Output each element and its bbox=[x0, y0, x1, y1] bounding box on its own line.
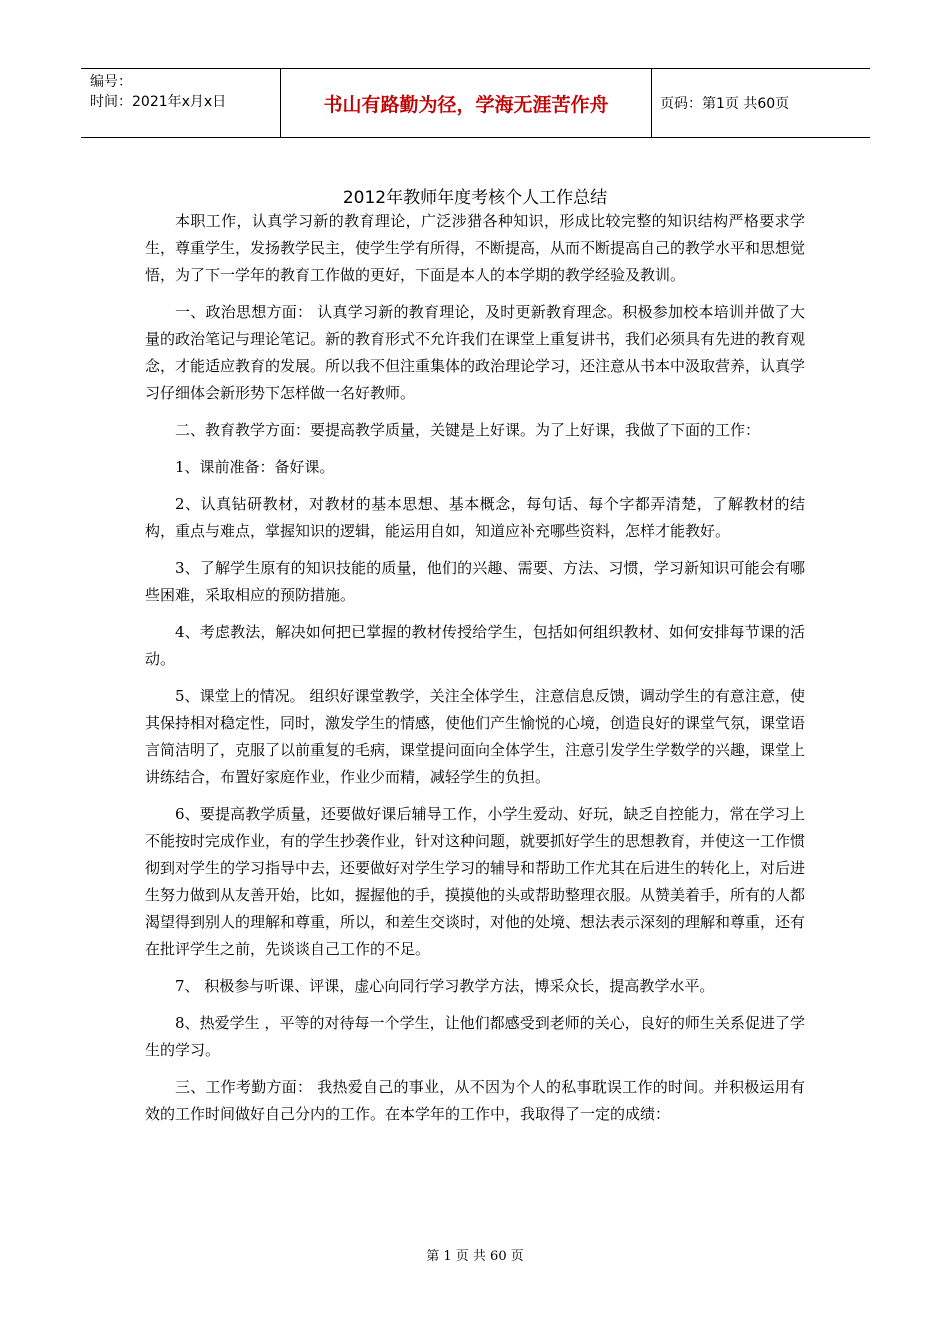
paragraph: 一、政治思想方面： 认真学习新的教育理论，及时更新教育理念。积极参加校本培训并做了大量的政治笔记与理论笔记。新的教育形式不允许我们在课堂上重复讲书，我们必须具有先进的教育观念，才能适应教育的发展。所以我不但注重集体的政治理论学习，还注意从书本中汲取营养，认真学习仔细体会新形势下怎样做一名好教师。 bbox=[145, 303, 806, 402]
number-label: 编号： bbox=[90, 74, 132, 90]
paragraph: 6、要提高教学质量，还要做好课后辅导工作，小学生爱动、好玩，缺乏自控能力，常在学习上不能按时完成作业，有的学生抄袭作业，针对这种问题，就要抓好学生的思想教育，并使这一工作惯彻到对学生的学习指导中去，还要做好对学生学习的辅导和帮助工作尤其在后进生的转化上，对后进生努力做到从友善开始，比如，握握他的手，摸摸他的头或帮助整理衣服。从赞美着手，所有的人都渴望得到别人的理解和尊重，所以，和差生交谈时，对他的处境、想法表示深刻的理解和尊重，还有在批评学生之前，先谈谈自己工作的不足。 bbox=[145, 805, 806, 958]
document-title: 2012年教师年度考核个人工作总结 bbox=[342, 188, 608, 208]
paragraph: 7、 积极参与听课、评课，虚心向同行学习教学方法，博采众长，提高教学水平。 bbox=[175, 977, 715, 995]
date-line: 时间：2021年x月x日 bbox=[90, 94, 227, 110]
header-motto: 书山有路勤为径，学海无涯苦作舟 bbox=[280, 69, 652, 137]
paragraph: 2、认真钻研教材，对教材的基本思想、基本概念，每句话、每个字都弄清楚，了解教材的结构，重点与难点，掌握知识的逻辑，能运用自如，知道应补充哪些资料，怎样才能教好。 bbox=[145, 495, 805, 540]
paragraph: 二、教育教学方面：要提高教学质量，关键是上好课。为了上好课，我做了下面的工作： bbox=[175, 421, 761, 439]
header-meta bbox=[81, 69, 280, 137]
paragraph: 3、了解学生原有的知识技能的质量，他们的兴趣、需要、方法、习惯，学习新知识可能会有哪些困难，采取相应的预防措施。 bbox=[145, 559, 805, 604]
paragraph: 4、考虑教法，解决如何把已掌握的教材传授给学生，包括如何组织教材、如何安排每节课的活动。 bbox=[145, 623, 805, 668]
document-body bbox=[145, 208, 805, 1138]
paragraph: 本职工作，认真学习新的教育理论，广泛涉猎各种知识，形成比较完整的知识结构严格要求学生，尊重学生，发扬教学民主，使学生学有所得，不断提高，从而不断提高自己的教学水平和思想觉悟，为了下一学年的教育工作做的更好，下面是本人的本学期的教学经验及教训。 bbox=[145, 212, 806, 284]
paragraph: 三、工作考勤方面： 我热爱自己的事业，从不因为个人的私事耽误工作的时间。并积极运用有效的工作时间做好自己分内的工作。在本学年的工作中，我取得了一定的成绩： bbox=[145, 1078, 805, 1123]
header-table bbox=[81, 68, 870, 138]
header-page-info: 页码：第1页 共60页 bbox=[660, 96, 790, 112]
page-footer: 第 1 页 共 60 页 bbox=[426, 1249, 524, 1264]
paragraph: 8、热爱学生 ，平等的对待每一个学生，让他们都感受到老师的关心，良好的师生关系促进了学生的学习。 bbox=[145, 1014, 805, 1059]
paragraph: 5、课堂上的情况。 组织好课堂教学，关注全体学生，注意信息反馈，调动学生的有意注意，使其保持相对稳定性，同时，激发学生的情感，使他们产生愉悦的心境，创造良好的课堂气氛，课堂语言简洁明了，克服了以前重复的毛病，课堂提问面向全体学生，注意引发学生学数学的兴趣，课堂上讲练结合，布置好家庭作业，作业少而精，减轻学生的负担。 bbox=[145, 687, 806, 786]
paragraph: 1、课前准备：备好课。 bbox=[175, 458, 335, 476]
